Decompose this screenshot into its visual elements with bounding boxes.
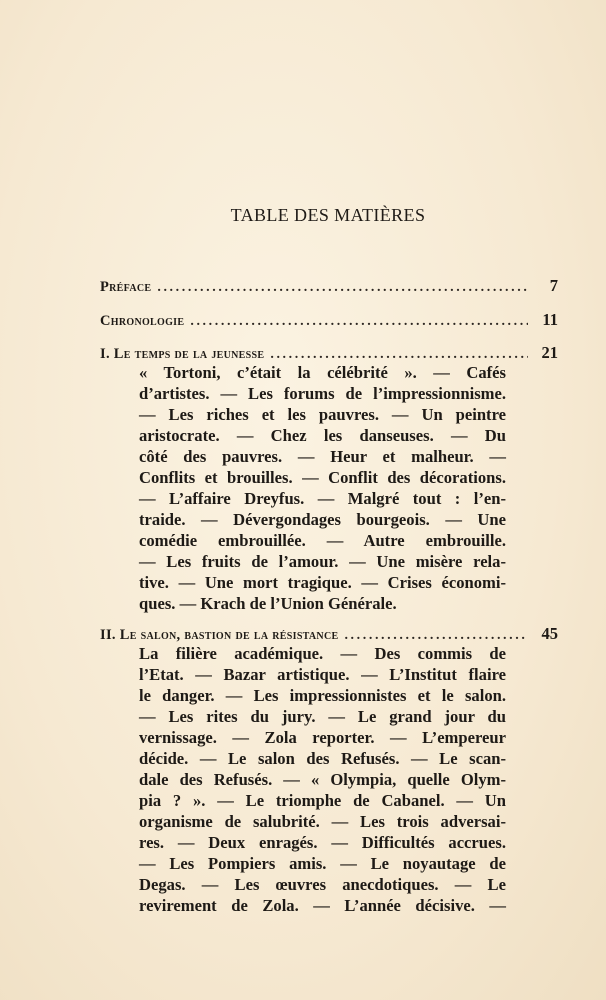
summary-line: le danger. — Les impressionnistes et le salon. <box>139 686 506 705</box>
summary-line: res. — Deux enragés. — Difficultés accrues. <box>139 833 506 852</box>
summary-line: traide. — Dévergondages bourgeois. — Une <box>139 510 506 529</box>
summary-line: — Les Pompiers amis. — Le noyautage de <box>139 854 506 873</box>
dot-leader <box>344 628 528 644</box>
table-of-contents-page <box>100 0 556 1000</box>
summary-line: décide. — Le salon des Refusés. — Le scan- <box>139 749 506 768</box>
summary-line: — Les riches et les pauvres. — Un peintre <box>139 405 506 424</box>
summary-line: Conflits et brouilles. — Conflit des décorations. <box>139 468 506 487</box>
toc-page-number: 21 <box>541 343 558 362</box>
dot-leader <box>190 314 528 330</box>
toc-page-number: 45 <box>541 624 558 643</box>
dot-leader <box>270 347 528 363</box>
toc-entry-chronologie <box>100 310 556 330</box>
toc-entry-label: Préface <box>100 279 152 295</box>
summary-line: dale des Refusés. — « Olympia, quelle Olym- <box>139 770 506 789</box>
chapter-1-summary <box>139 362 506 614</box>
toc-entry-preface <box>100 276 556 296</box>
toc-entry-chapter-2 <box>100 624 556 644</box>
chapter-2-summary <box>139 643 506 916</box>
toc-page-number: 7 <box>549 276 558 295</box>
summary-line: tive. — Une mort tragique. — Crises économi- <box>139 573 506 592</box>
toc-page-number: 11 <box>542 310 558 329</box>
toc-entry-label: Chronologie <box>100 313 185 329</box>
summary-line: — Les fruits de l’amour. — Une misère rela- <box>139 552 506 571</box>
summary-line: comédie embrouillée. — Autre embrouille. <box>139 531 506 550</box>
toc-entry-label: II. Le salon, bastion de la résistance <box>100 627 339 643</box>
summary-line: « Tortoni, c’était la célébrité ». — Cafés <box>139 363 506 382</box>
summary-line: — L’affaire Dreyfus. — Malgré tout : l’en- <box>139 489 506 508</box>
dot-leader <box>157 280 528 296</box>
summary-line: ques. — Krach de l’Union Générale. <box>139 594 397 613</box>
summary-line: revirement de Zola. — L’année décisive. — <box>139 896 506 915</box>
toc-entry-chapter-1 <box>100 343 556 363</box>
summary-line: La filière académique. — Des commis de <box>139 644 506 663</box>
summary-line: — Les rites du jury. — Le grand jour du <box>139 707 506 726</box>
summary-line: pia ? ». — Le triomphe de Cabanel. — Un <box>139 791 506 810</box>
summary-line: organisme de salubrité. — Les trois adversai- <box>139 812 506 831</box>
summary-line: Degas. — Les œuvres anecdotiques. — Le <box>139 875 506 894</box>
toc-entry-label: I. Le temps de la jeunesse <box>100 346 265 362</box>
page-title: TABLE DES MATIÈRES <box>230 205 426 225</box>
summary-line: vernissage. — Zola reporter. — L’empereur <box>139 728 506 747</box>
summary-line: l’Etat. — Bazar artistique. — L’Institut flaire <box>139 665 506 684</box>
summary-line: aristocrate. — Chez les danseuses. — Du <box>139 426 506 445</box>
summary-line: côté des pauvres. — Heur et malheur. — <box>139 447 506 466</box>
summary-line: d’artistes. — Les forums de l’impressionnisme. <box>139 384 506 403</box>
